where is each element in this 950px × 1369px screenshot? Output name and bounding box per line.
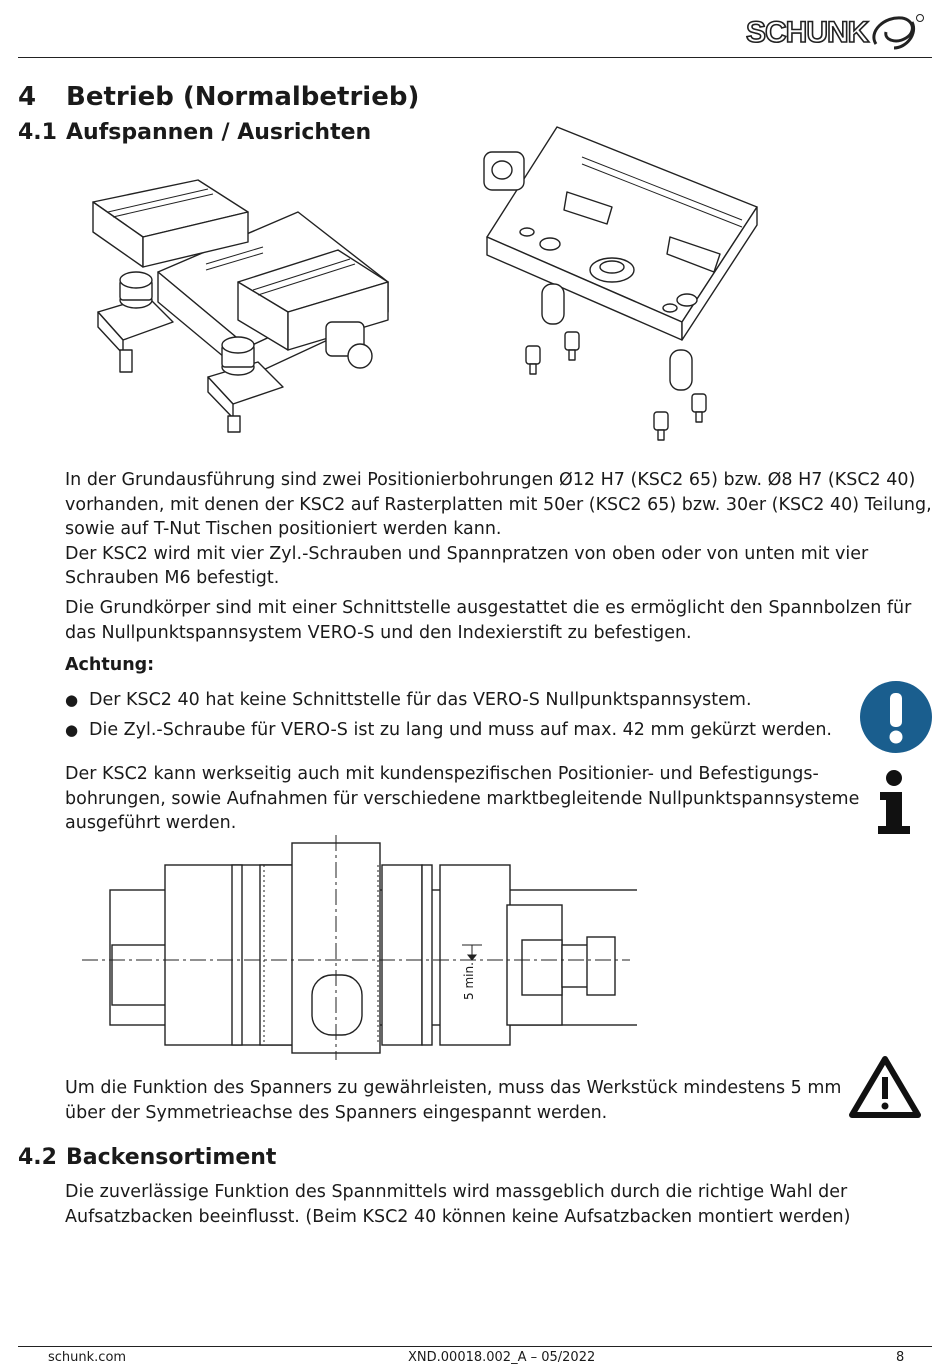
vise-isometric-drawing xyxy=(88,172,400,434)
section-heading xyxy=(18,82,419,112)
warning-triangle-icon xyxy=(849,1055,921,1119)
symmetry-paragraph xyxy=(65,1076,845,1125)
custom-paragraph xyxy=(65,762,865,836)
jaws-paragraph xyxy=(65,1180,885,1229)
svg-text:SCHUNK: SCHUNK xyxy=(746,16,869,49)
footer-page-number: 8 xyxy=(896,1350,905,1365)
vise-top-view-drawing xyxy=(82,835,637,1060)
list-item-text: Die Zyl.-Schraube für VERO-S ist zu lang und muss auf max. 42 mm gekürzt werden. xyxy=(89,720,832,740)
base-body-underside-drawing xyxy=(472,112,772,457)
footer-rule xyxy=(18,1346,932,1347)
attention-list xyxy=(65,685,845,745)
subsection-title: Aufspannen / Ausrichten xyxy=(66,120,372,145)
custom-text: Der KSC2 kann werkseitig auch mit kundenspezifischen Positionier- und Befestigungs-bohrungen, sowie Aufnahmen für verschiedene marktbegleitende Nullpunktspannsysteme ausgeführt werden. xyxy=(65,764,860,833)
footer-website: schunk.com xyxy=(48,1350,127,1365)
subsection-heading-4-2 xyxy=(18,1145,276,1170)
mounting-text: Der KSC2 wird mit vier Zyl.-Schrauben und Spannpratzen von oben oder von unten mit vier Schrauben M6 befestigt. xyxy=(65,543,869,588)
subsection-number: 4.1 xyxy=(18,120,57,145)
dimension-label: 5 min. xyxy=(462,962,476,1000)
subsection-number: 4.2 xyxy=(18,1145,57,1170)
symmetry-text: Um die Funktion des Spanners zu gewährleisten, muss das Werkstück mindestens 5 mm über der Symmetrieachse des Spanners eingespannt werden. xyxy=(65,1078,842,1123)
schunk-logo xyxy=(744,8,924,54)
attention-title: Achtung: xyxy=(65,655,155,675)
info-icon xyxy=(876,770,912,834)
list-item: ● Der KSC2 40 hat keine Schnittstelle für das VERO-S Nullpunktspannsystem. xyxy=(65,685,845,715)
intro-paragraph xyxy=(65,468,940,591)
section-title: Betrieb (Normalbetrieb) xyxy=(66,82,420,112)
interface-paragraph xyxy=(65,596,940,645)
footer-doc-id: XND.00018.002_A – 05/2022 xyxy=(408,1350,596,1365)
subsection-title: Backensortiment xyxy=(66,1145,277,1170)
subsection-heading-4-1 xyxy=(18,120,371,145)
header-rule xyxy=(18,57,932,58)
exclamation-circle-icon xyxy=(860,681,932,753)
interface-text: Die Grundkörper sind mit einer Schnittstelle ausgestattet die es ermöglicht den Spannbolzen für das Nullpunktspannsystem VERO-S und den Indexierstift zu befestigen. xyxy=(65,598,912,643)
intro-text: In der Grundausführung sind zwei Positionierbohrungen Ø12 H7 (KSC2 65) bzw. Ø8 H7 (KSC2 40) vorhanden, mit denen der KSC2 auf Rasterplatten mit 50er (KSC2 65) bzw. 30er (KSC2 40) Teilung, sowie auf T-Nut Tischen positioniert werden kann. xyxy=(65,470,932,539)
section-number: 4 xyxy=(18,82,37,112)
list-item: ● Die Zyl.-Schraube für VERO-S ist zu lang und muss auf max. 42 mm gekürzt werden. xyxy=(65,715,845,745)
jaws-text: Die zuverlässige Funktion des Spannmittels wird massgeblich durch die richtige Wahl der Aufsatzbacken beeinflusst. (Beim KSC2 40 können keine Aufsatzbacken montiert werden) xyxy=(65,1182,851,1227)
list-item-text: Der KSC2 40 hat keine Schnittstelle für das VERO-S Nullpunktspannsystem. xyxy=(89,690,752,710)
